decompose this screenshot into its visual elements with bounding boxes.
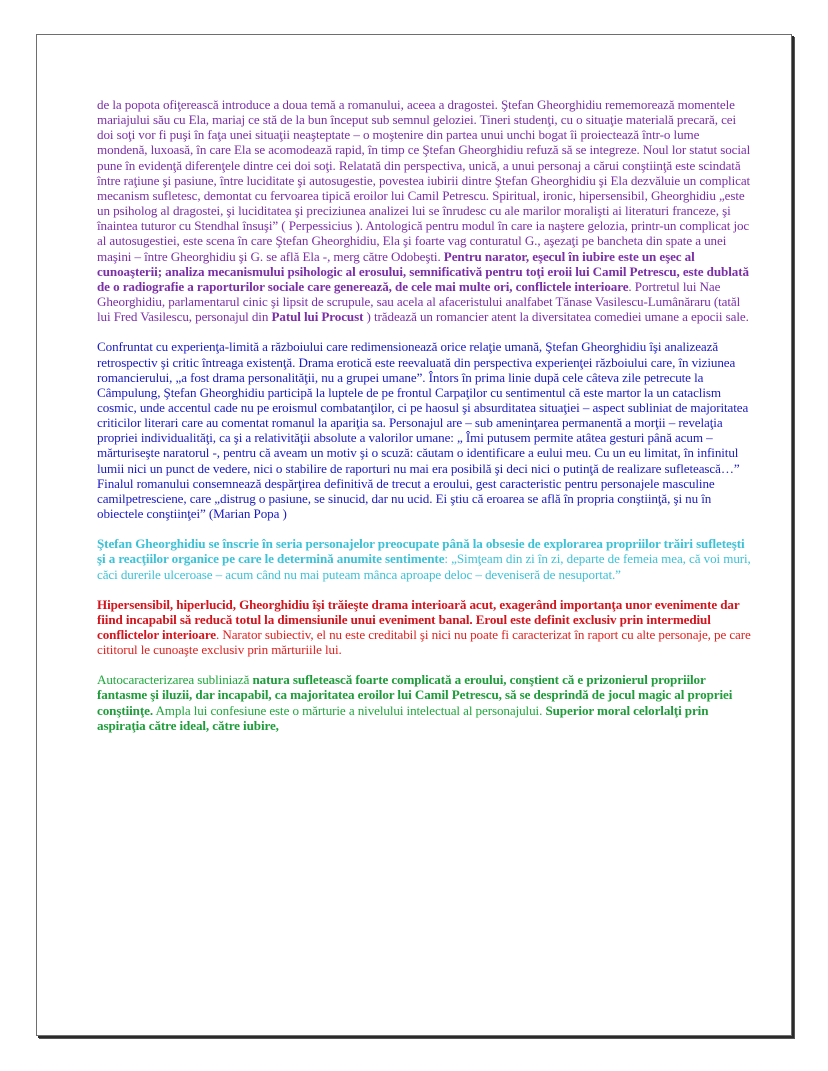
paragraph-war-experience: [97, 339, 752, 521]
bold-run: Superior moral celorlalţi prin aspiraţia către ideal, către iubire,: [97, 702, 709, 733]
text-run: . Narator subiectiv, el nu este creditabil şi nici nu poate fi caracterizat în raport cu alte personaje, pe care cititorul le cunoaşte exclusiv prin mărturiile lui.: [97, 627, 751, 658]
text-run: ) trădează un romancier atent la diversitatea comediei umane a epocii sale.: [363, 309, 749, 325]
document-page: [36, 34, 792, 1036]
bold-run: Ştefan Gheorghidiu se înscrie în seria personajelor preocupate până la obsesie de explorarea propriilor trăiri sufleteşti şi a reacţiilor organice pe care le determină anumite sentimente: [97, 536, 745, 567]
bold-run: Patul lui Procust: [271, 309, 364, 325]
bold-run: Hipersensibil, hiperlucid, Gheorghidiu îşi trăieşte drama interioară acut, exagerând importanţa unor evenimente dar fiind incapabil să reducă totul la dimensiunile unui eveniment banal. Eroul este definit exclusiv prin intermediul conflictelor interioare: [97, 596, 740, 642]
paragraph-love-theme: [97, 97, 752, 324]
text-run: de la popota ofiţerească introduce a doua temă a romanului, aceea a dragostei. Ştefan Gheorghidiu rememorează momentele mariajului său cu Ela, mariaj ce stă de la bun început sub semnul geloziei. Tineri studenţi, cu o situaţie materială precară, cei doi soţi vor fi puşi în faţa unei situaţii neaşteptate – o moştenire din partea unui unchi bogat îi proiectează într-o lume mondenă, luxoasă, în care Ela se acomodează rapid, în timp ce Ştefan Gheorghidiu refuză să se integreze. Noul lor statut social pune în evidenţă diferenţele dintre cei doi soţi. Relatată din perspectiva, unică, a unui personaj a cărui conştiinţă este scindată între raţiune şi pasiune, între luciditate şi autosugestie, povestea iubirii dintre Ştefan Gheorghidiu şi Ela dezvăluie un complicat mecanism sufletesc, demontat cu fervoarea tipică eroilor lui Camil Petrescu. Spiritual, ironic, hipersensibil, Gheorghidiu „este un psiholog al dragostei, şi luciditatea şi preciziunea analizei lui se înrudesc cu ale marilor moralişti ai literaturi franceze, şi înaintea tuturor cu Stendhal însuşi” ( Perpessicius ). Antologică pentru modul în care ia naştere gelozia, printr-un complicat joc al autosugestiei, este scena în care Ştefan Gheorghidiu, Ela şi foarte vag conturatul G., aşezaţi pe bancheta din spate a unei maşini – între Gheorghidiu şi G. se află Ela -, merg către Odobeşti.: [97, 97, 751, 264]
text-run: Ampla lui confesiune este o mărturie a nivelului intelectual al personajului.: [153, 702, 546, 718]
paragraph-self-characterization: [97, 672, 752, 733]
page-content: [97, 97, 752, 748]
text-run: : „Simţeam din zi în zi, departe de femeia mea, că voi muri, căci durerile ulceroase – acum când nu mai puteam mânca aproape deloc – deveniseră de nesuportat.”: [97, 551, 751, 582]
bold-run: natura sufletească foarte complicată a eroului, conştient că e prizonierul propriilor fantasme şi iluzii, dar incapabil, ca majoritatea eroilor lui Camil Petrescu, să se desprindă de jocul magic al propriei conştiinţe.: [97, 672, 733, 718]
paragraph-self-exploration: [97, 536, 752, 581]
text-run: Confruntat cu experienţa-limită a războiului care redimensionează orice relaţie umană, Ştefan Gheorghidiu îşi analizează retrospectiv şi critic întreaga existenţă. Drama erotică este reevaluată din perspectiva experienţei războiului care, în viziunea romancierului, „a fost drama personalităţii, nu a grupei umane”. Întors în prima linie după cele câteva zile petrecute la Câmpulung, Ştefan Gheorghidiu participă la luptele de pe frontul Carpaţilor cu sentimentul că este martor la un cataclism cosmic, unde accentul cade nu pe eroismul combatanţilor, ci pe haosul şi absurditatea situaţiei – aspect subliniat de majoritatea criticilor literari care au comentat romanul la apariţia sa. Personajul are – sub ameninţarea permanentă a morţii – revelaţia propriei individualităţi, ca şi a relativităţii absolute a valorilor umane: „ Îmi putusem permite atâtea gesturi până acum – mărturiseşte naratorul -, pentru că aveam un motiv şi o scuză: căutam o identificare a eului meu. Cu un eu limitat, în infinitul lumii nici un punct de vedere, nici o stabilire de raporturi nu mai era posibilă şi deci nici o putinţă de realizare sufletească…” Finalul romanului consemnează despărţirea definitivă de trecut a eroului, gest caracteristic pentru personajele masculine camilpetresciene, care „distrug o pasiune, se sinucid, dar nu ucid. Ei ştiu că eroarea se află în propria conştiinţă, şi nu în obiectele conştiinţei” (Marian Popa ): [97, 339, 749, 522]
bold-run: Pentru narator, eşecul în iubire este un eşec al cunoaşterii; analiza mecanismului psihologic al erosului, semnificativă pentru toţi eroii lui Camil Petrescu, este dublată de o radiografie a raporturilor sociale care generează, de cele mai multe ori, conflictele interioare: [97, 248, 749, 294]
text-run: . Portretul lui Nae Gheorghidiu, parlamentarul cinic şi lipsit de scrupule, sau acela al afaceristului analfabet Tănase Vasilescu-Lumânăraru (tatăl lui Fred Vasilescu, personajul din: [97, 278, 741, 325]
text-run: Autocaracterizarea subliniază: [97, 672, 253, 688]
paragraph-hypersensitive: [97, 597, 752, 658]
